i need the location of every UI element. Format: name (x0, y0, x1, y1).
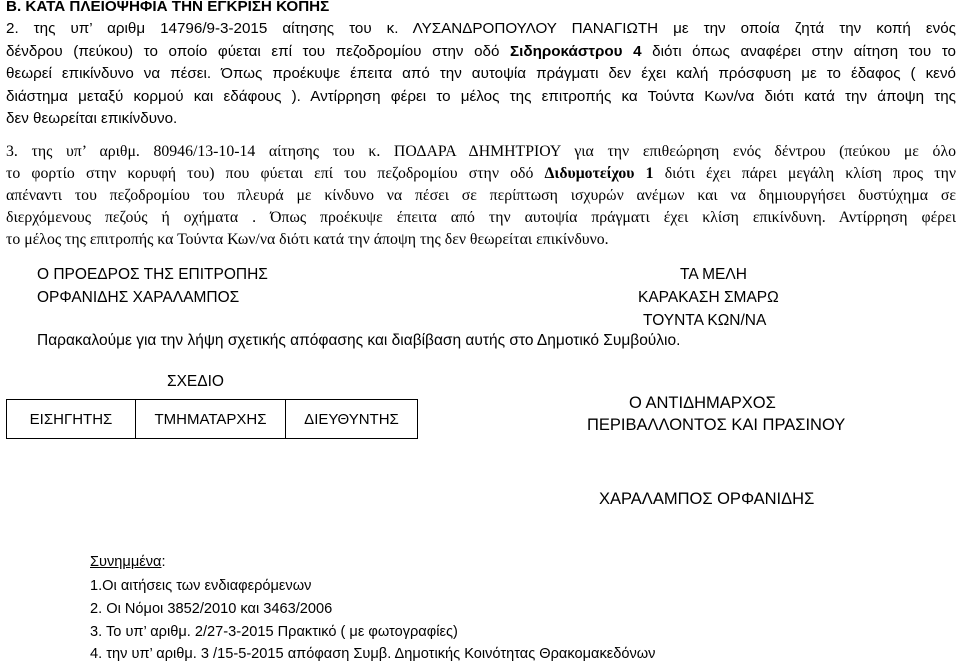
attachment-item: 2. Οι Νόμοι 3852/2010 και 3463/2006 (90, 601, 333, 617)
item-3-line-3: απέναντι του πεζοδρομίου του πλευρά με κίνδυνο να πέσει σε περίπτωση ισχυρών ανέμων και να δημιουργήσει δυστύχημα σε (6, 187, 956, 204)
signature-cell-director: ΔΙΕΥΘΥΝΤΗΣ (286, 400, 418, 439)
attachments-title: Συνημμένα: (90, 554, 166, 570)
section-heading: Β. ΚΑΤΑ ΠΛΕΙΟΨΗΦΙΑ ΤΗΝ ΕΓΚΡΙΣΗ ΚΟΠΗΣ (6, 0, 330, 15)
street-sidirokastrou: Σιδηροκάστρου 4 (510, 42, 642, 60)
signature-cell-rapporteur: ΕΙΣΗΓΗΤΗΣ (7, 400, 136, 439)
item-2-line-3: θεωρεί επικίνδυνο να πέσει. Όπως προέκυψε έπειτα από την αυτοψία πράγματι δεν έχει καλή πρόσφυση με το έδαφος ( κενό (6, 65, 956, 83)
item-2-line-2: δένδρου (πεύκου) το οποίο φύεται επί του πεζοδρομίου στην οδό Σιδηροκάστρου 4 διότι όπως αναφέρει στην αίτηση του το (6, 42, 956, 60)
members-title: ΤΑ ΜΕΛΗ (680, 266, 747, 283)
item-3-line-5: το μέλος της επιτροπής κα Τούντα Κων/να διότι κατά την άποψη της δεν θεωρείται επικίνδυνο. (6, 231, 609, 248)
deputy-mayor-name: ΧΑΡΑΛΑΜΠΟΣ ΟΡΦΑΝΙΔΗΣ (599, 490, 815, 508)
attachment-item: 3. Το υπ’ αριθμ. 2/27-3-2015 Πρακτικό ( με φωτογραφίες) (90, 624, 458, 640)
item-2-line-5: δεν θεωρείται επικίνδυνο. (6, 110, 178, 128)
president-title: Ο ΠΡΟΕΔΡΟΣ ΤΗΣ ΕΠΙΤΡΟΠΗΣ (37, 266, 268, 283)
item-3-line-1: 3. της υπ’ αριθμ. 80946/13-10-14 αίτησης του κ. ΠΟΔΑΡΑ ΔΗΜΗΤΡΙΟΥ για την επιθεώρηση ενός δέντρου (πεύκου με όλο (6, 143, 956, 160)
item-2-line-1: 2. της υπ’ αριθμ 14796/9-3-2015 αίτησης του κ. ΛΥΣΑΝΔΡΟΠΟΥΛΟΥ ΠΑΝΑΓΙΩΤΗ με την οποία ζητά την κοπή ενός (6, 20, 956, 37)
deputy-mayor-department: ΠΕΡΙΒΑΛΛΟΝΤΟΣ ΚΑΙ ΠΡΑΣΙΝΟΥ (587, 416, 846, 434)
street-didymoteichou: Διδυμοτείχου 1 (544, 165, 654, 182)
signature-row (7, 400, 418, 439)
request-text: Παρακαλούμε για την λήψη σχετικής απόφασης και διαβίβαση αυτής στο Δημοτικό Συμβούλιο. (37, 332, 681, 349)
item-3-paragraph (6, 141, 956, 251)
item-2-line-4: διάστημα μεταξύ κορμού και εδάφους ). Αντίρρηση φέρει το μέλος της επιτροπής κα Τούντα Κων/να διότι κατά την άποψη της (6, 87, 956, 105)
president-name: ΟΡΦΑΝΙΔΗΣ ΧΑΡΑΛΑΜΠΟΣ (37, 289, 240, 306)
deputy-mayor-title: Ο ΑΝΤΙΔΗΜΑΡΧΟΣ (629, 394, 776, 412)
attachment-item: 1.Οι αιτήσεις των ενδιαφερόμενων (90, 578, 312, 594)
member-tounta: ΤΟΥΝΤΑ ΚΩΝ/ΝΑ (643, 312, 767, 329)
signature-table (6, 399, 418, 439)
signature-cell-head-of-department: ΤΜΗΜΑΤΑΡΧΗΣ (136, 400, 286, 439)
draft-label: ΣΧΕΔΙΟ (167, 373, 224, 390)
item-3-line-2: το φορτίο στην κορυφή του) που φύεται επί του πεζοδρομίου στην οδό Διδυμοτείχου 1 διότι έχει πάρει μεγάλη κλίση προς την (6, 165, 956, 182)
member-karakasi: ΚΑΡΑΚΑΣΗ ΣΜΑΡΩ (638, 289, 779, 306)
attachment-item: 4. την υπ’ αριθμ. 3 /15-5-2015 απόφαση Συμβ. Δημοτικής Κοινότητας Θρακομακεδόνων (90, 646, 656, 662)
item-3-line-4: διερχόμενους πεζούς ή οχήματα . Όπως προέκυψε έπειτα από την αυτοψία πράγματι έχει κλίση επικίνδυνη. Αντίρρηση φέρει (6, 209, 956, 226)
item-2-paragraph (6, 18, 956, 131)
